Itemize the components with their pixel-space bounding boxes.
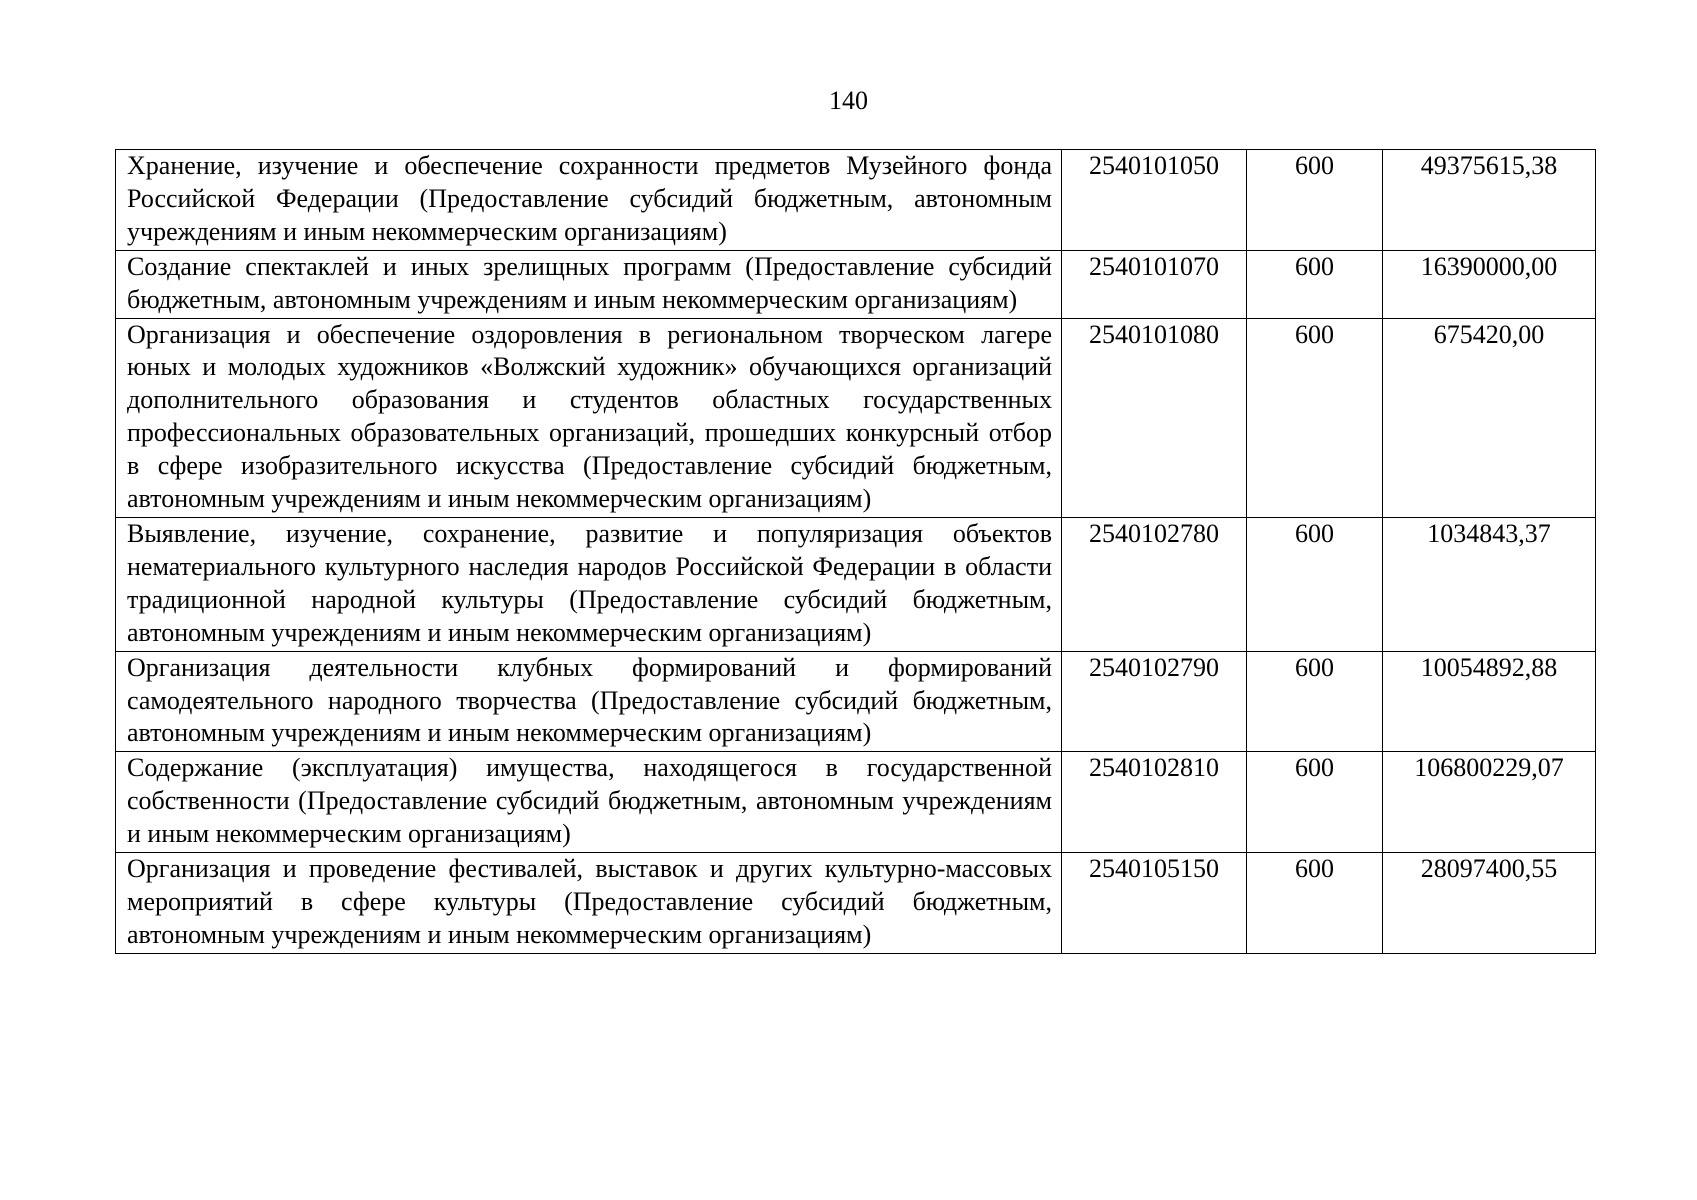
row-description: Содержание (эксплуатация) имущества, находящегося в государственной собственности (Предоставление субсидий бюджетным, автономным учреждениям и иным некоммерческим организациям): [116, 752, 1062, 853]
row-amount: 1034843,37: [1383, 517, 1596, 651]
row-amount: 16390000,00: [1383, 250, 1596, 318]
row-amount: 49375615,38: [1383, 150, 1596, 251]
table-row: [116, 150, 1596, 251]
table-row: [116, 250, 1596, 318]
row-target-code: 2540105150: [1062, 853, 1247, 954]
row-amount: 675420,00: [1383, 318, 1596, 517]
page-number: 140: [829, 86, 868, 115]
row-target-code: 2540102810: [1062, 752, 1247, 853]
row-amount: 28097400,55: [1383, 853, 1596, 954]
row-expense-type: 600: [1247, 250, 1383, 318]
table-row: [116, 651, 1596, 752]
row-target-code: 2540101050: [1062, 150, 1247, 251]
row-description: Выявление, изучение, сохранение, развитие и популяризация объектов нематериального культурного наследия народов Российской Федерации в области традиционной народной культуры (Предоставление субсидий бюджетным, автономным учреждениям и иным некоммерческим организациям): [116, 517, 1062, 651]
row-amount: 10054892,88: [1383, 651, 1596, 752]
row-expense-type: 600: [1247, 752, 1383, 853]
row-description: Организация и обеспечение оздоровления в региональном творческом лагере юных и молодых художников «Волжский художник» обучающихся организаций дополнительного образования и студентов областных государственных профессиональных образовательных организаций, прошедших конкурсный отбор в сфере изобразительного искусства (Предоставление субсидий бюджетным, автономным учреждениям и иным некоммерческим организациям): [116, 318, 1062, 517]
row-expense-type: 600: [1247, 318, 1383, 517]
row-target-code: 2540101080: [1062, 318, 1247, 517]
row-expense-type: 600: [1247, 150, 1383, 251]
row-expense-type: 600: [1247, 517, 1383, 651]
row-description: Создание спектаклей и иных зрелищных программ (Предоставление субсидий бюджетным, автономным учреждениям и иным некоммерческим организациям): [116, 250, 1062, 318]
row-target-code: 2540102780: [1062, 517, 1247, 651]
table-row: [116, 517, 1596, 651]
row-expense-type: 600: [1247, 853, 1383, 954]
table-row: [116, 318, 1596, 517]
row-expense-type: 600: [1247, 651, 1383, 752]
row-target-code: 2540102790: [1062, 651, 1247, 752]
row-description: Организация и проведение фестивалей, выставок и других культурно-массовых мероприятий в сфере культуры (Предоставление субсидий бюджетным, автономным учреждениям и иным некоммерческим организациям): [116, 853, 1062, 954]
table-row: [116, 853, 1596, 954]
row-description: Организация деятельности клубных формирований и формирований самодеятельного народного творчества (Предоставление субсидий бюджетным, автономным учреждениям и иным некоммерческим организациям): [116, 651, 1062, 752]
row-target-code: 2540101070: [1062, 250, 1247, 318]
table-row: [116, 752, 1596, 853]
row-description: Хранение, изучение и обеспечение сохранности предметов Музейного фонда Российской Федерации (Предоставление субсидий бюджетным, автономным учреждениям и иным некоммерческим организациям): [116, 150, 1062, 251]
budget-table: [115, 149, 1596, 954]
row-amount: 106800229,07: [1383, 752, 1596, 853]
